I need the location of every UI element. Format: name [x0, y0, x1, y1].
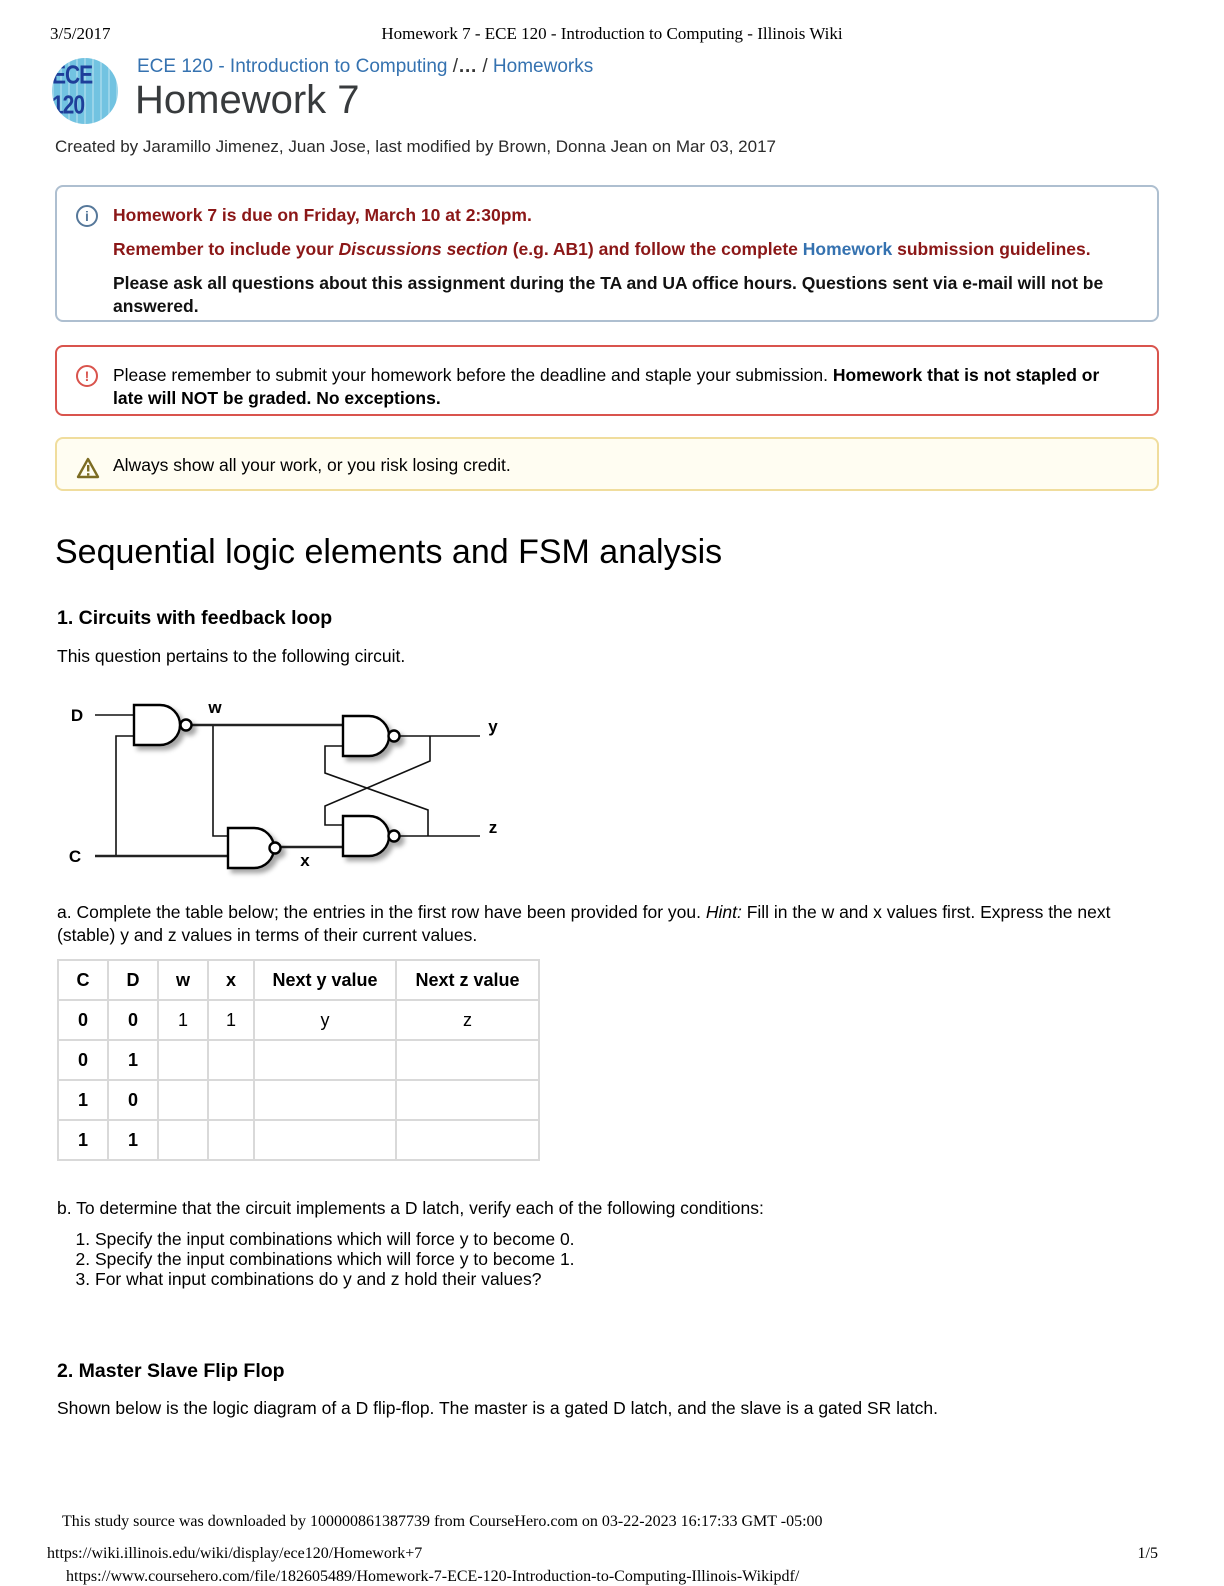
question1-title: 1. Circuits with feedback loop: [57, 607, 333, 629]
truth-table-header-row: [58, 960, 539, 1000]
truth-table: [57, 959, 540, 1161]
signal-label-y: y: [488, 717, 498, 736]
col-header-w: w: [158, 960, 208, 1000]
cell: [396, 1080, 539, 1120]
nand-gate-top-right: [343, 716, 389, 756]
table-row: [58, 1040, 539, 1080]
question1-intro: This question pertains to the following circuit.: [57, 646, 406, 666]
cell: 1: [158, 1000, 208, 1040]
cell: 1: [58, 1120, 108, 1160]
table-row: [58, 1120, 539, 1160]
col-header-D: D: [108, 960, 158, 1000]
part-a-instructions: a. Complete the table below; the entries in the first row have been provided for you. Hint: Fill in the w and x values first. Express the next (stable) y and z values in terms of their current values.: [57, 902, 1111, 945]
footer-url-row: [47, 1545, 1158, 1563]
nand-gate-top-left: [134, 705, 180, 745]
cell: 1: [208, 1000, 254, 1040]
nand-gate-bottom-left: [228, 828, 274, 868]
staple-warning: Please remember to submit your homework before the deadline and staple your submission. Homework that is not stapled or late will NOT be graded. No exceptions.: [113, 365, 1100, 408]
error-icon: !: [76, 365, 98, 387]
signal-label-d: D: [70, 706, 84, 725]
cell: [158, 1120, 208, 1160]
cell: z: [396, 1000, 539, 1040]
signal-label-x: x: [300, 851, 310, 870]
question2-intro: Shown below is the logic diagram of a D flip-flop. The master is a gated D latch, and the slave is a gated SR latch.: [57, 1398, 938, 1418]
breadcrumb: [137, 56, 593, 78]
col-header-C: C: [58, 960, 108, 1000]
breadcrumb-separator: /: [452, 56, 459, 77]
reminder-line: Remember to include your Discussions section (e.g. AB1) and follow the complete Homework submission guidelines.: [113, 239, 1091, 259]
office-hours-line: Please ask all questions about this assignment during the TA and UA office hours. Questions sent via e-mail will not be answered.: [113, 273, 1104, 316]
hint-emphasis: Hint:: [705, 902, 742, 922]
table-row: [58, 1000, 539, 1040]
cell: [396, 1040, 539, 1080]
info-icon: i: [76, 205, 98, 227]
breadcrumb-homeworks-link[interactable]: Homeworks: [492, 56, 594, 77]
cell: [208, 1080, 254, 1120]
cell: [158, 1040, 208, 1080]
ece120-logo-text: ECE 120: [52, 61, 93, 120]
error-box: [55, 345, 1159, 416]
breadcrumb-ellipsis[interactable]: …: [458, 56, 478, 77]
condition-item: 1. Specify the input combinations which will force y to become 0.: [95, 1229, 575, 1249]
page-number: 1/5: [1137, 1545, 1158, 1562]
show-work-warning: Always show all your work, or you risk losing credit.: [113, 455, 511, 475]
coursehero-url: https://www.coursehero.com/file/182605489/Homework-7-ECE-120-Introduction-to-Computing-Illinois-Wikipdf/: [66, 1568, 800, 1585]
cell: 0: [108, 1000, 158, 1040]
cell: 0: [58, 1000, 108, 1040]
warning-box: [55, 437, 1159, 491]
condition-item: 2. Specify the input combinations which will force y to become 1.: [95, 1249, 575, 1269]
nand-bubble: [270, 843, 281, 854]
cell: y: [254, 1000, 396, 1040]
cell: [208, 1040, 254, 1080]
page-title: Homework 7: [135, 78, 360, 122]
cell: 1: [58, 1080, 108, 1120]
breadcrumb-space-link[interactable]: ECE 120 - Introduction to Computing: [137, 56, 448, 77]
warning-icon: [76, 457, 98, 479]
cell: 1: [108, 1120, 158, 1160]
table-row: [58, 1080, 539, 1120]
cell: 1: [108, 1040, 158, 1080]
nand-bubble: [181, 720, 192, 731]
col-header-next-z: Next z value: [396, 960, 539, 1000]
due-date-line: Homework 7 is due on Friday, March 10 at 2:30pm.: [113, 205, 532, 225]
cell: [208, 1120, 254, 1160]
nand-bubble: [389, 831, 400, 842]
cell: 0: [108, 1080, 158, 1120]
print-date: 3/5/2017: [50, 24, 111, 43]
section-heading: Sequential logic elements and FSM analysis: [55, 533, 723, 571]
part-b-instructions: b. To determine that the circuit implements a D latch, verify each of the following conditions:: [57, 1198, 764, 1218]
nand-bubble: [389, 731, 400, 742]
signal-label-w: w: [208, 698, 222, 717]
condition-item: 3. For what input combinations do y and z hold their values?: [95, 1269, 575, 1289]
coursehero-download-note: This study source was downloaded by 100000861387739 from CourseHero.com on 03-22-2023 16:17:33 GMT -05:00: [62, 1513, 823, 1530]
cell: [254, 1120, 396, 1160]
cell: 0: [58, 1040, 108, 1080]
conditions-list: [63, 1229, 575, 1289]
cell: [254, 1040, 396, 1080]
col-header-x: x: [208, 960, 254, 1000]
signal-label-c: C: [68, 847, 82, 866]
question2-title: 2. Master Slave Flip Flop: [57, 1360, 285, 1382]
cell: [396, 1120, 539, 1160]
cell: [158, 1080, 208, 1120]
discussions-section-emphasis: Discussions section: [338, 239, 508, 259]
breadcrumb-separator: /: [482, 56, 488, 77]
homework-guidelines-link[interactable]: Homework: [802, 239, 893, 259]
nand-gate-bottom-right: [343, 816, 389, 856]
ece120-logo-icon: [52, 58, 118, 124]
circuit-diagram: [55, 683, 525, 893]
info-box: [55, 185, 1159, 322]
cell: [254, 1080, 396, 1120]
print-doc-title: Homework 7 - ECE 120 - Introduction to Computing - Illinois Wiki: [381, 24, 843, 43]
signal-label-z: z: [488, 818, 498, 837]
wiki-url: https://wiki.illinois.edu/wiki/display/ece120/Homework+7: [47, 1545, 423, 1562]
byline: Created by Jaramillo Jimenez, Juan Jose, last modified by Brown, Donna Jean on Mar 03, 2017: [55, 137, 776, 156]
col-header-next-y: Next y value: [254, 960, 396, 1000]
